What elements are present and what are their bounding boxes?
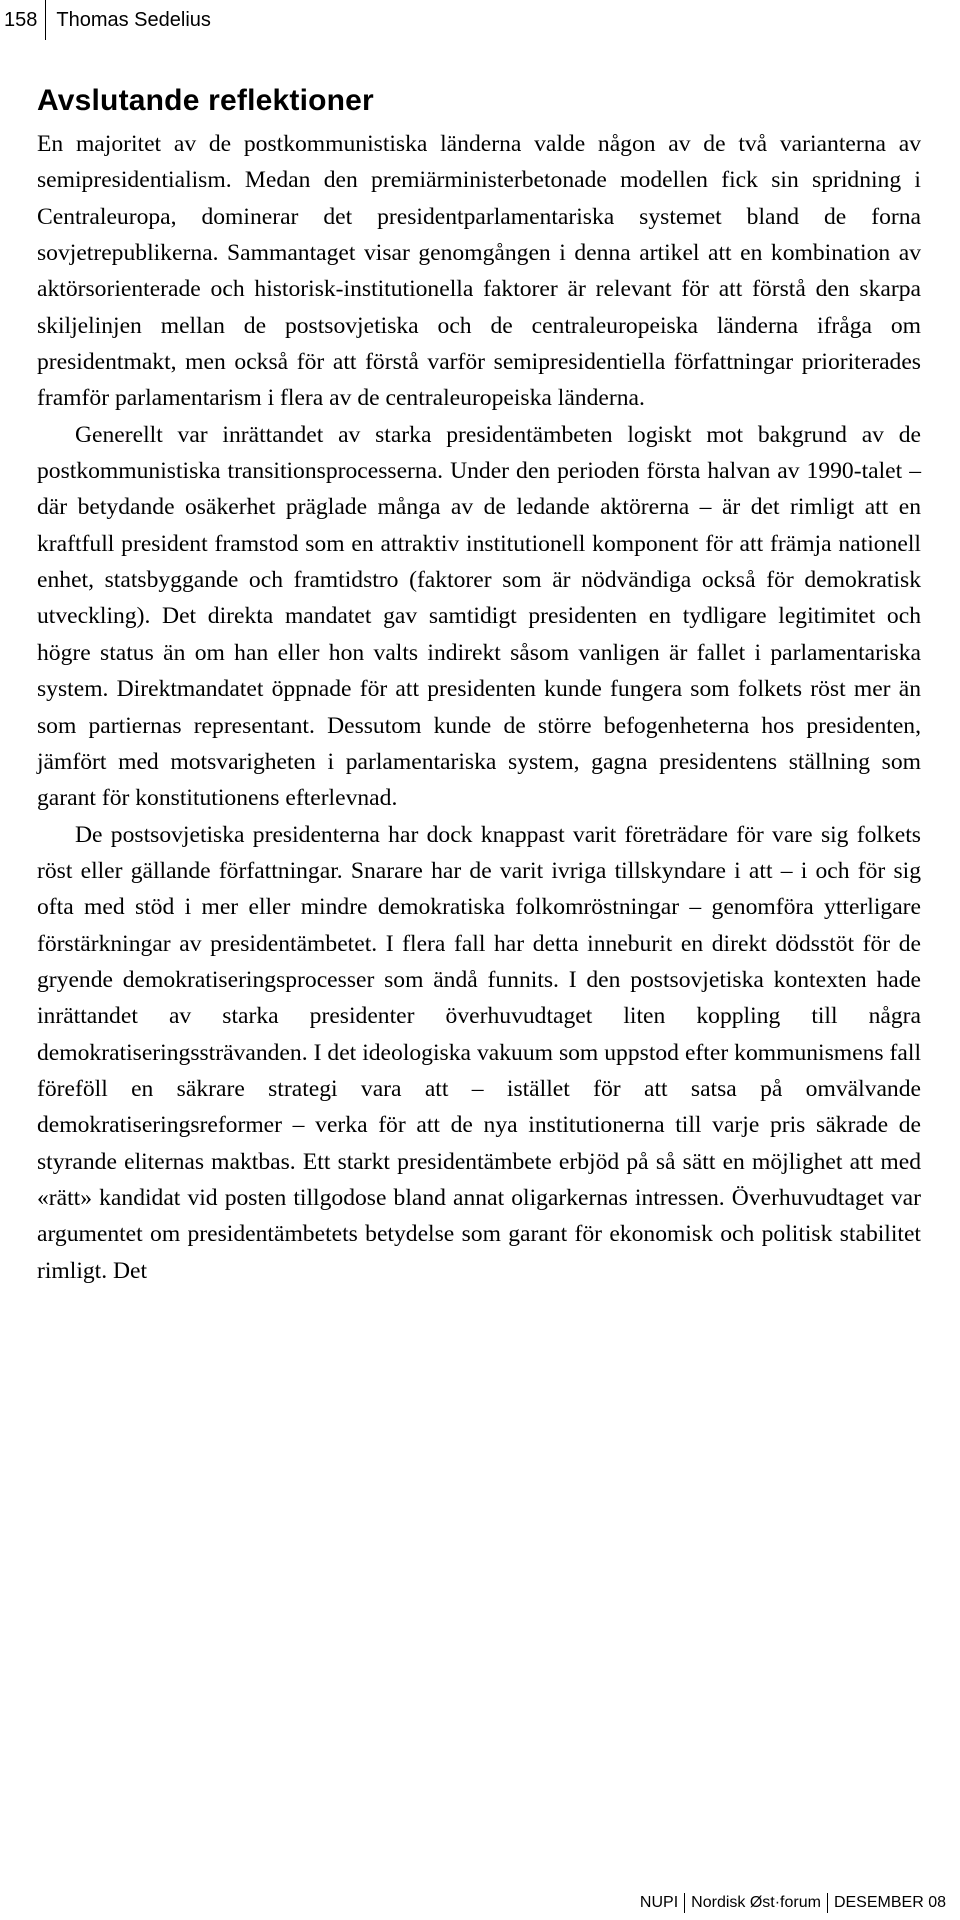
footer-issue: DESEMBER 08 [833,1894,946,1911]
page-footer [640,1893,946,1913]
body-paragraph-1: En majoritet av de postkommunistiska länderna valde någon av de två varianterna av semipresidentialism. Medan den premiärministerbetonade modellen fick sin spridning i Centraleuropa, dominerar det presidentparlamentariska systemet bland de forna sovjetrepublikerna. Sammantaget visar genomgången i denna artikel att en kombination av aktörsorienterade och historisk-institutionella faktorer är relevant för att förstå den skarpa skiljelinjen mellan de postsovjetiska och de centraleuropeiska länderna ifråga om presidentmakt, men också för att förstå varför semipresidentiella författningar prioriterades framför parlamentarism i flera av de centraleuropeiska länderna. [37,131,921,412]
body-paragraph-2: Generellt var inrättandet av starka presidentämbeten logiskt mot bakgrund av de postkommunistiska transitionsprocesserna. Under den perioden första halvan av 1990-talet – där betydande osäkerhet präglade många av de ledande aktörerna – är det rimligt att en kraftfull president framstod som en attraktiv institutionell komponent för att främja nationell enhet, statsbyggande och framtidstro (faktorer som är nödvändiga också för demokratisk utveckling). Det direkta mandatet gav samtidigt presidenten en tydligare legitimitet och högre status än om han eller hon valts indirekt såsom vanligen är fallet i parlamentariska system. Direktmandatet öppnade för att presidenten kunde fungera som folkets röst mer än som partiernas representant. Dessutom kunde de större befogenheterna hos presidenten, jämfört med motsvarigheten i parlamentariska system, gagna presidentens ställning som garant för konstitutionens efterlevnad. [37,421,921,812]
footer-publisher: NUPI [639,1894,679,1911]
running-head-author: Thomas Sedelius [56,8,211,31]
footer-divider [827,1893,828,1913]
section-heading: Avslutande reflektioner [37,84,374,117]
article-body [37,126,921,1289]
footer-journal: Nordisk Øst·forum [691,1894,821,1911]
page-number: 158 [4,8,38,31]
body-paragraph-3: De postsovjetiska presidenterna har dock knappast varit företrädare för vare sig folkets röst eller gällande författningar. Snarare har de varit ivriga tillskyndare i att – i och för sig ofta med stöd i mer eller mindre demokratiska folkomröstningar – genomföra ytterligare förstärkningar av presidentämbetet. I flera fall har detta inneburit en direkt dödsstöt för de gryende demokratiseringsprocesser som ändå funnits. I den postsovjetiska kontexten hade inrättandet av starka presidenter överhuvudtaget liten koppling till några demokratiseringssträvanden. I det ideologiska vakuum som uppstod efter kommunismens fall föreföll en säkrare strategi vara att – istället för att satsa på omvälvande demokratiseringsreformer – verka för att de nya institutionerna till varje pris säkrade de styrande eliternas maktbas. Ett starkt presidentämbete erbjöd på så sätt en möjlighet att med «rätt» kandidat vid posten tillgodose bland annat oligarkernas intressen. Överhuvudtaget var argumentet om presidentämbetets betydelse som garant för ekonomisk och politisk stabilitet rimligt. Det [37,821,921,1284]
footer-divider [684,1893,685,1913]
page-header [0,0,211,40]
